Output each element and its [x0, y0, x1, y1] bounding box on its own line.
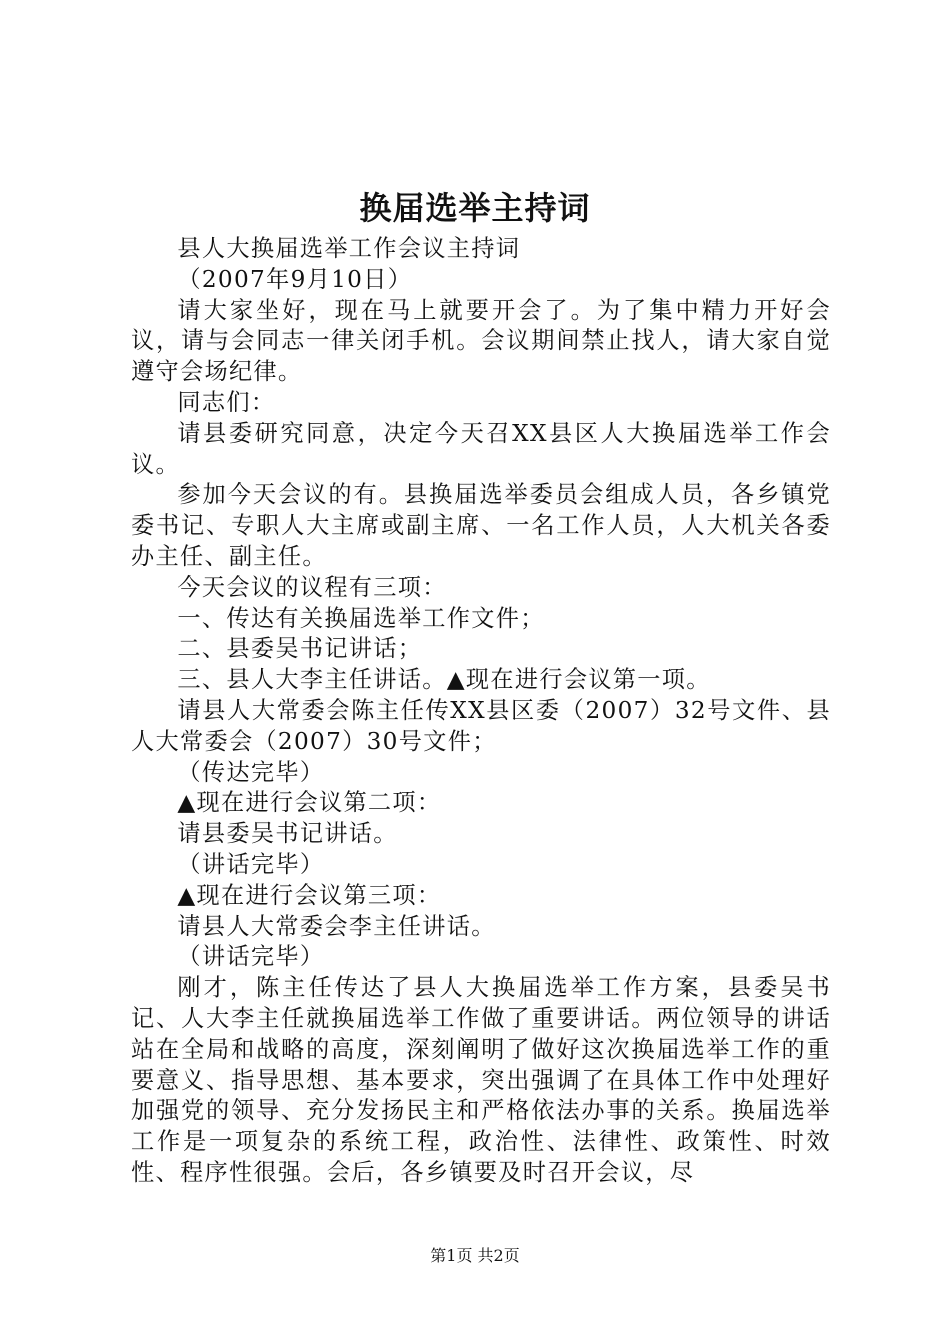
paragraph: ▲现在进行会议第三项：: [177, 881, 442, 909]
paragraph: ▲现在进行会议第二项：: [177, 789, 442, 817]
paragraph: 请县委吴书记讲话。: [177, 820, 398, 848]
paragraph: 一、传达有关换届选举工作文件；: [177, 604, 545, 632]
paragraph: 二、县委吴书记讲话；: [177, 635, 423, 663]
paragraph: 县人大换届选举工作会议主持词: [177, 235, 521, 262]
paragraph: 刚才，陈主任传达了县人大换届选举工作方案，县委吴书记、人大李主任就换届选举工作做了重要讲话。两位领导的讲话站在全局和战略的高度，深刻阐明了做好这次换届选举工作的重要意义、指导思想、基本要求，突出强调了在具体工作中处理好加强党的领导、充分发扬民主和严格依法办事的关系。换届选举工作是一项复杂的系统工程，政治性、法律性、政策性、时效性、程序性很强。会后，各乡镇要及时召开会议，尽: [131, 974, 831, 1186]
document-title: 换届选举主持词: [359, 189, 591, 227]
paragraph: （讲话完毕）: [177, 850, 325, 878]
paragraph: 请大家坐好，现在马上就要开会了。为了集中精力开好会议，请与会同志一律关闭手机。会议期间禁止找人，请大家自觉遵守会场纪律。: [131, 296, 831, 386]
paragraph: 三、县人大李主任讲话。▲现在进行会议第一项。: [177, 666, 711, 694]
paragraph: 请县人大常委会陈主任传XX县区委（2007）32号文件、县人大常委会（2007）30号文件；: [131, 696, 831, 755]
paragraph: 今天会议的议程有三项：: [177, 573, 447, 601]
paragraph: 同志们：: [177, 388, 276, 416]
document-body: [131, 234, 831, 1189]
paragraph: （讲话完毕）: [177, 943, 325, 971]
page-footer: 第1页 共2页: [430, 1246, 520, 1265]
paragraph: 参加今天会议的有。县换届选举委员会组成人员，各乡镇党委书记、专职人大主席或副主席、一名工作人员，人大机关各委办主任、副主任。: [131, 481, 831, 570]
paragraph: （2007年9月10日）: [177, 265, 413, 293]
paragraph: 请县人大常委会李主任讲话。: [177, 912, 496, 940]
paragraph: 请县委研究同意，决定今天召XX县区人大换届选举工作会议。: [131, 419, 831, 478]
paragraph: （传达完毕）: [177, 758, 325, 786]
